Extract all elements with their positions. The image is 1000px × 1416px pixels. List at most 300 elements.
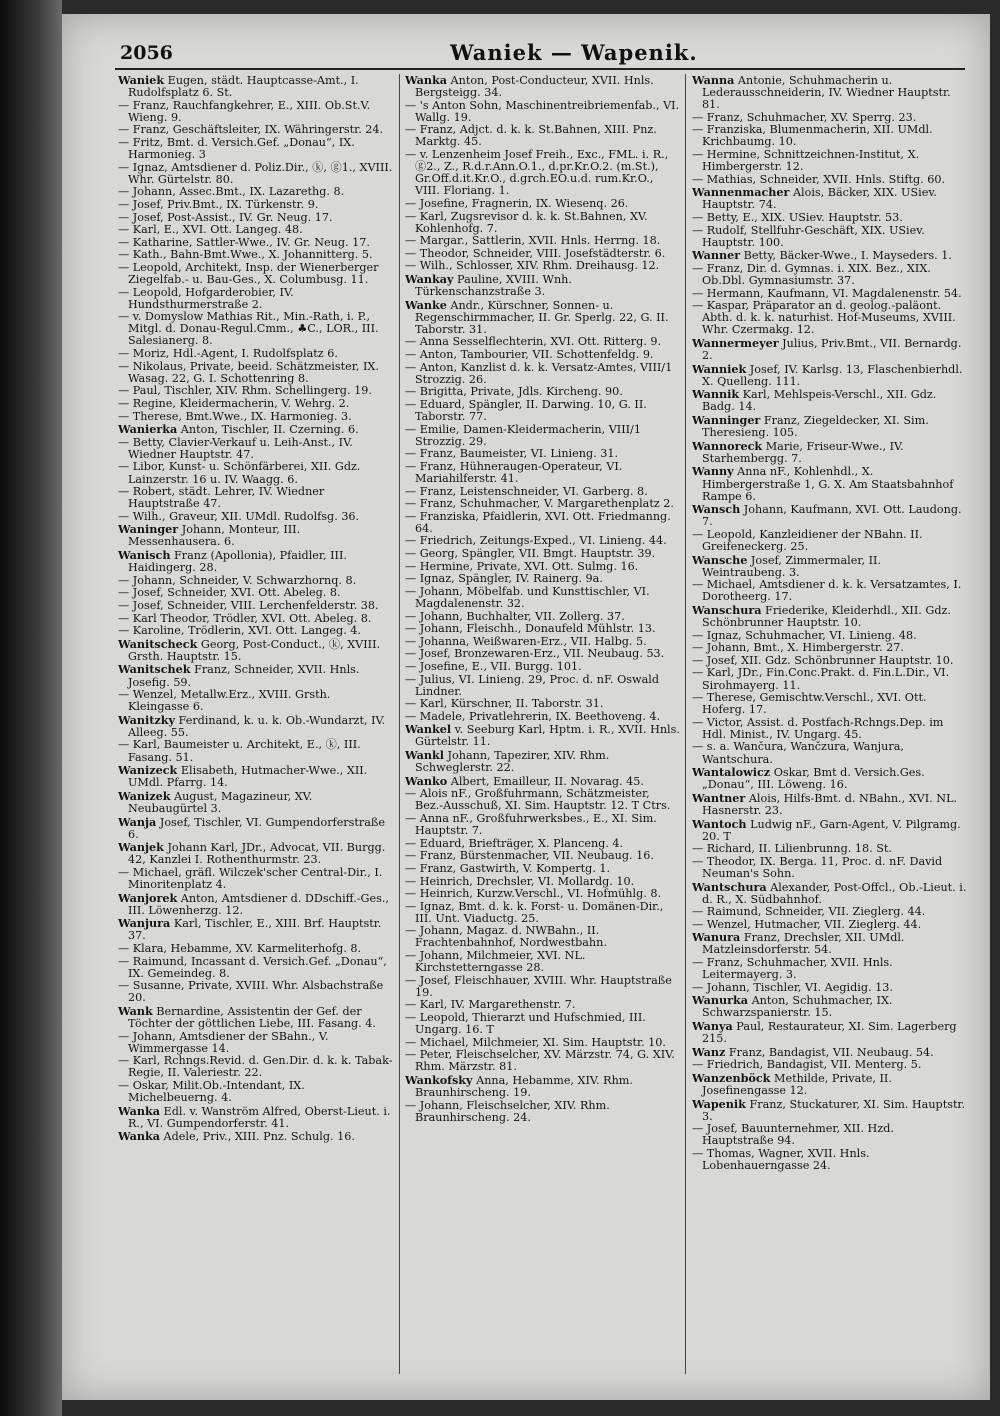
directory-entry	[692, 414, 967, 439]
directory-entry	[405, 901, 680, 925]
entry-details: — Eduard, Spängler, II. Darwing. 10, G. II. Taborstr. 77.	[405, 397, 647, 424]
entry-surname: Waniek	[118, 74, 165, 87]
directory-entry	[118, 137, 393, 161]
entry-surname: Waninger	[118, 522, 179, 537]
entry-details: Anton, Tischler, II. Czerning. 6.	[177, 423, 359, 437]
entry-details: — Hermine, Schnittzeichnen-Institut, X. Himbergerstr. 12.	[692, 148, 920, 174]
directory-entry	[118, 486, 393, 510]
directory-entry	[692, 112, 967, 124]
directory-entry	[405, 548, 680, 560]
entry-details: — Oskar, Milit.Ob.-Intendant, IX. Michelbeuerng. 4.	[118, 1079, 305, 1105]
directory-entry	[405, 248, 680, 260]
entry-details: — Franziska, Pfaidlerin, XVI. Ott. Friedmanng. 64.	[405, 509, 671, 535]
directory-entry	[118, 956, 393, 980]
entry-details: — Leopold, Thierarzt und Hufschmied, III. Ungarg. 16. T	[405, 1011, 646, 1037]
directory-entry	[118, 1055, 393, 1079]
entry-details: — Wilh., Graveur, XII. UMdl. Rudolfsg. 36.	[118, 509, 360, 523]
entry-details: — Franz, Geschäftsleiter, IX. Währingerstr. 24.	[118, 123, 384, 137]
entry-surname: Wanninger	[692, 413, 761, 428]
entry-details: Anton, Post-Conducteur, XVII. Hnls. Bergsteigg. 34.	[415, 74, 654, 100]
directory-entry	[692, 692, 967, 716]
entry-details: — Karl, IV. Margarethenstr. 7.	[405, 998, 576, 1012]
directory-entry	[405, 386, 680, 398]
directory-entry	[118, 237, 393, 249]
entry-details: — Eduard, Briefträger, X. Planceng. 4.	[405, 836, 624, 850]
entry-details: — Johann, Buchhalter, VII. Zollerg. 37.	[405, 609, 625, 623]
entry-details: Friederike, Kleiderhdl., XII. Gdz. Schönbrunner Hauptstr. 10.	[702, 603, 951, 630]
entry-details: — Josefine, E., VII. Burgg. 101.	[405, 659, 582, 673]
page-title: Waniek — Wapenik.	[450, 40, 698, 65]
entry-details: — Susanne, Private, XVIII. Whr. Alsbachstraße 20.	[118, 979, 384, 1005]
directory-entry	[405, 838, 680, 850]
entry-surname: Wannik	[692, 387, 740, 402]
entry-details: — v. Domyslow Mathias Rit., Min.-Rath, i. P., Mitgl. d. Donau-Regul.Cmm., ♣C., LOR., III. Salesianerg. 8.	[118, 310, 379, 348]
directory-entry	[118, 587, 393, 599]
directory-entry	[118, 1105, 393, 1130]
directory-entry	[405, 1100, 680, 1124]
directory-entry	[692, 440, 967, 465]
entry-details: — Hermine, Private, XVI. Ott. Sulmg. 16.	[405, 559, 639, 573]
entry-details: — Anna Sesselflechterin, XVI. Ott. Ritterg. 9.	[405, 335, 662, 349]
entry-details: — Franz, Rauchfangkehrer, E., XIII. Ob.St.V. Wieng. 9.	[118, 98, 371, 124]
entry-details: — Franz, Schuhmacher, V. Margarethenplatz 2.	[405, 497, 674, 511]
entry-details: Ferdinand, k. u. k. Ob.-Wundarzt, IV. Alleeg. 55.	[128, 713, 386, 739]
entry-details: Karl, Tischler, E., XIII. Brf. Hauptstr. 37.	[128, 917, 382, 943]
directory-entry	[118, 199, 393, 211]
directory-entry	[692, 212, 967, 224]
directory-entry	[405, 100, 680, 124]
directory-entry	[118, 124, 393, 136]
entry-details: — Karl, Rchngs.Revid. d. Gen.Dir. d. k. k. Tabak-Regie, II. Valeriestr. 22.	[118, 1054, 393, 1080]
directory-entry	[692, 982, 967, 994]
directory-entry	[692, 994, 967, 1019]
directory-entry	[405, 1037, 680, 1049]
entry-details: Johann, Tapezirer, XIV. Rhm. Schweglerstr. 22.	[415, 749, 610, 775]
entry-details: — Fritz, Bmt. d. Versich.Gef. „Donau“, IX. Harmonieg. 3	[118, 135, 355, 162]
entry-details: — Nikolaus, Private, beeid. Schätzmeister, IX. Wasag. 22, G. I. Schottenring 8.	[118, 359, 379, 385]
directory-entry	[692, 655, 967, 667]
entry-details: — Josef, Priv.Bmt., IX. Türkenstr. 9.	[118, 197, 319, 211]
entry-details: Adele, Priv., XIII. Pnz. Schulg. 16.	[159, 1130, 355, 1144]
directory-entry	[118, 287, 393, 311]
entry-surname: Wanitschek	[118, 662, 191, 677]
entry-details: — Johann, Assec.Bmt., IX. Lazarethg. 8.	[118, 185, 345, 199]
entry-surname: Wankofsky	[405, 1073, 473, 1087]
entry-details: — Johann, Tischler, VI. Aegidig. 13.	[692, 980, 893, 994]
entry-details: — s. a. Wančura, Wančzura, Wanjura, Wantschura.	[692, 740, 904, 766]
directory-entry	[692, 288, 967, 300]
directory-entry	[692, 225, 967, 249]
directory-entry	[118, 249, 393, 261]
entry-details: Georg, Post-Conduct., ⓚ, XVIII. Grsth. Hauptstr. 15.	[128, 637, 381, 663]
entry-details: — Michael, Milchmeier, XI. Sim. Hauptstr. 10.	[405, 1035, 666, 1049]
directory-entry	[405, 661, 680, 673]
entry-surname: Wannenmacher	[692, 185, 790, 200]
entry-details: — Wenzel, Metallw.Erz., XVIII. Grsth. Kleingasse 6.	[118, 688, 331, 714]
directory-entry	[692, 300, 967, 336]
entry-details: — Julius, VI. Linieng. 29, Proc. d. nF. Oswald Lindner.	[405, 672, 659, 698]
entry-details: Oskar, Bmt d. Versich.Ges. „Donau“, III. Löweng. 16.	[702, 766, 925, 792]
entry-details: — Johanna, Weißwaren-Erz., VII. Halbg. 5.	[405, 634, 647, 648]
directory-entry	[692, 792, 967, 817]
directory-entry	[405, 399, 680, 423]
directory-entry	[118, 1005, 393, 1030]
entry-details: Anton, Schuhmacher, IX. Schwarzspanierstr. 15.	[702, 994, 893, 1020]
entry-details: — Therese, Bmt.Wwe., IX. Harmonieg. 3.	[118, 409, 352, 423]
entry-details: — Josef, Bauunternehmer, XII. Hzd. Hauptstraße 94.	[692, 1122, 894, 1148]
directory-entry	[405, 211, 680, 235]
directory-entry	[405, 74, 680, 99]
directory-entry	[405, 511, 680, 535]
directory-entry	[118, 625, 393, 637]
entry-surname: Wansch	[692, 502, 741, 517]
entry-details: Albert, Emailleur, II. Novarag. 45.	[447, 774, 644, 788]
directory-entry	[692, 554, 967, 579]
directory-entry	[692, 1072, 967, 1097]
directory-entry	[405, 273, 680, 298]
entry-surname: Wannermeyer	[692, 335, 779, 350]
entry-details: Bernardine, Assistentin der Gef. der Töchter der göttlichen Liebe, III. Fasang. 4.	[128, 1004, 376, 1031]
entry-details: — Josef, Fleischhauer, XVIII. Whr. Hauptstraße 19.	[405, 973, 672, 999]
entry-details: — Karl, E., XVI. Ott. Langeg. 48.	[118, 223, 303, 237]
entry-details: — Franz, Schuhmacher, XVII. Hnls. Leitermayerg. 3.	[692, 956, 893, 982]
entry-surname: Wanjura	[118, 916, 171, 931]
entry-surname: Wanizek	[118, 788, 171, 803]
entry-surname: Wanitzky	[118, 712, 175, 727]
entry-details: Paul, Restaurateur, XI. Sim. Lagerberg 215.	[702, 1020, 957, 1046]
entry-details: August, Magazineur, XV. Neubaugürtel 3.	[128, 789, 313, 815]
directory-entry	[405, 698, 680, 710]
entry-surname: Wanschura	[692, 602, 762, 617]
directory-entry	[405, 648, 680, 660]
entry-details: Johann, Monteur, III. Messenhausera. 6.	[128, 523, 301, 549]
directory-entry	[405, 813, 680, 837]
entry-surname: Wanke	[405, 297, 447, 312]
directory-entry	[692, 1148, 967, 1172]
entry-details: Julius, Priv.Bmt., VII. Bernardg. 2.	[702, 336, 962, 363]
entry-details: Methilde, Private, II. Josefinengasse 12.	[702, 1071, 892, 1097]
entry-details: — Franz, Hühneraugen-Operateur, VI. Mariahilferstr. 41.	[405, 459, 623, 485]
entry-details: Anton, Amtsdiener d. DDschiff.-Ges., III. Löwenherzg. 12.	[128, 891, 389, 917]
directory-entry	[118, 461, 393, 485]
entry-details: — Klara, Hebamme, XV. Karmeliterhofg. 8.	[118, 941, 362, 955]
directory-entry	[118, 867, 393, 891]
entry-details: — Johann, Milchmeier, XVI. NL. Kirchstetterngasse 28.	[405, 949, 586, 975]
entry-details: — v. Lenzenheim Josef Freih., Exc., FML. i. R., ⓖ2., Z., R.d.r.Ann.O.1., d.pr.Kr.O.2. (m.St.), Gr.Off.d.it.Kr.O., d.grch.EO.u.d. rum.Kr.O., VIII. Floriang. 1.	[405, 148, 669, 198]
entry-details: Franz, Schneider, XVII. Hnls. Josefig. 59.	[128, 663, 360, 689]
directory-entry	[405, 586, 680, 610]
page-header	[120, 40, 960, 70]
entry-details: v. Seeburg Karl, Hptm. i. R., XVII. Hnls. Gürtelstr. 11.	[415, 723, 680, 749]
entry-details: — Josefine, Fragnerin, IX. Wiesenq. 26.	[405, 196, 629, 210]
entry-surname: Wapenik	[692, 1096, 746, 1111]
directory-entry	[405, 260, 680, 272]
directory-entry	[118, 714, 393, 739]
directory-entry	[118, 917, 393, 942]
directory-entry	[692, 263, 967, 287]
directory-entry	[118, 361, 393, 385]
directory-entry	[405, 863, 680, 875]
entry-details: — Johann, Bmt., X. Himbergerstr. 27.	[692, 641, 904, 655]
entry-details: — Margar., Sattlerin, XVII. Hnls. Herrng. 18.	[405, 234, 661, 248]
directory-entry	[118, 311, 393, 347]
directory-entry	[405, 336, 680, 348]
column-3	[692, 74, 967, 1384]
directory-entry	[118, 186, 393, 198]
directory-entry	[405, 1012, 680, 1036]
directory-entry	[118, 613, 393, 625]
entry-details: — Johann, Fleischh., Donaufeld Mühlstr. 13.	[405, 622, 656, 636]
entry-surname: Wankay	[405, 272, 454, 286]
entry-details: — Karl, Kürschner, II. Taborstr. 31.	[405, 697, 604, 711]
directory-entry	[405, 1049, 680, 1073]
column-divider	[685, 74, 686, 1374]
directory-entry	[692, 124, 967, 148]
entry-details: — Hermann, Kaufmann, VI. Magdalenenstr. 54.	[692, 286, 962, 300]
directory-entry	[692, 174, 967, 186]
directory-entry	[405, 636, 680, 648]
directory-entry	[118, 980, 393, 1004]
directory-entry	[118, 423, 393, 436]
directory-entry	[405, 1074, 680, 1099]
entry-details: — Betty, Clavier-Verkauf u. Leih-Anst., IV. Wiedner Hauptstr. 47.	[118, 435, 353, 461]
entry-details: Franz, Bandagist, VII. Neubaug. 54.	[725, 1045, 934, 1059]
entry-details: — Michael, gräfl. Wilczek'scher Central-Dir., I. Minoritenplatz 4.	[118, 865, 383, 891]
directory-entry	[692, 818, 967, 843]
directory-entry	[692, 363, 967, 388]
entry-details: Eugen, städt. Hauptcasse-Amt., I. Rudolfsplatz 6. St.	[128, 74, 359, 100]
entry-details: Alois, Hilfs-Bmt. d. NBahn., XVI. NL. Hasnerstr. 23.	[702, 791, 958, 817]
entry-surname: Wanurka	[692, 993, 749, 1008]
entry-details: — Anna nF., Großfuhrwerksbes., E., XI. Sim. Hauptstr. 7.	[405, 812, 657, 838]
directory-entry	[692, 337, 967, 362]
directory-entry	[118, 1031, 393, 1055]
entry-details: Marie, Friseur-Wwe., IV. Starhembergg. 7.	[702, 439, 904, 465]
directory-entry	[118, 385, 393, 397]
directory-entry	[692, 906, 967, 918]
directory-entry	[405, 461, 680, 485]
entry-details: — Josef, Post-Assist., IV. Gr. Neug. 17.	[118, 210, 333, 224]
directory-entry	[692, 919, 967, 931]
directory-entry	[118, 1130, 393, 1143]
entry-surname: Wanko	[405, 773, 448, 788]
entry-surname: Wanner	[692, 248, 741, 263]
entry-details: — Karl, JDr., Fin.Conc.Prakt. d. Fin.L.Dir., VI. Sirohmayerg. 11.	[692, 666, 950, 692]
entry-details: — Paul, Tischler, XIV. Rhm. Schellingerg. 19.	[118, 384, 372, 398]
directory-entry	[405, 775, 680, 788]
entry-details: Anna nF., Kohlenhdl., X. Himbergerstraße 1, G. X. Am Staatsbahnhof Rampe 6.	[702, 465, 954, 503]
entry-surname: Wanniek	[692, 361, 747, 376]
entry-surname: Wansche	[692, 552, 748, 567]
directory-entry	[692, 630, 967, 642]
directory-entry	[692, 843, 967, 855]
entry-details: — Josef, XII. Gdz. Schönbrunner Hauptstr. 10.	[692, 653, 954, 667]
directory-entry	[692, 74, 967, 111]
entry-surname: Wannoreck	[692, 438, 763, 453]
directory-entry	[692, 1098, 967, 1123]
directory-entry	[405, 788, 680, 812]
directory-entry	[118, 841, 393, 866]
entry-details: — Johann, Amtsdiener der SBahn., V. Wimmergasse 14.	[118, 1029, 329, 1055]
entry-details: Johann Karl, JDr., Advocat, VII. Burgg. 42, Kanzlei I. Rothenthurmstr. 23.	[128, 841, 386, 867]
entry-details: — Heinrich, Kurzw.Verschl., VI. Hofmühlg. 8.	[405, 887, 662, 901]
directory-entry	[405, 623, 680, 635]
entry-details: Pauline, XVIII. Wnh. Türkenschanzstraße 3.	[415, 273, 572, 299]
entry-details: Josef, IV. Karlsg. 13, Flaschenbierhdl. X. Quelleng. 111.	[702, 362, 963, 388]
entry-details: — Raimund, Incassant d. Versich.Gef. „Donau“, IX. Gemeindeg. 8.	[118, 954, 387, 980]
directory-entry	[692, 529, 967, 553]
directory-entry	[405, 876, 680, 888]
directory-entry	[692, 856, 967, 880]
directory-entry	[692, 1046, 967, 1059]
entry-details: — Emilie, Damen-Kleidermacherin, VIII/1 Strozzig. 29.	[405, 422, 641, 448]
entry-surname: Wankl	[405, 748, 444, 763]
column-divider	[399, 74, 400, 1374]
entry-details: — Wilh., Schlosser, XIV. Rhm. Dreihausg. 12.	[405, 259, 660, 273]
entry-details: Franz, Stuckaturer, XI. Sim. Hauptstr. 3.	[702, 1097, 966, 1123]
entry-details: — Kaspar, Präparator an d. geolog.-paläont. Abth. d. k. k. naturhist. Hof-Museums, XVIII. Whr. Czermakg. 12.	[692, 299, 956, 337]
entry-surname: Wanzenböck	[692, 1070, 771, 1085]
entry-surname: Wank	[118, 1003, 153, 1018]
entry-details: — Karl, Zugsrevisor d. k. k. St.Bahnen, XV. Kohlenhofg. 7.	[405, 209, 648, 235]
directory-entry	[118, 892, 393, 917]
entry-details: Betty, Bäcker-Wwe., I. Mayseders. 1.	[740, 249, 952, 263]
directory-entry	[405, 299, 680, 336]
directory-entry	[118, 437, 393, 461]
entry-surname: Wanna	[692, 74, 735, 87]
directory-entry	[118, 411, 393, 423]
directory-entry	[692, 465, 967, 502]
directory-entry	[405, 573, 680, 585]
entry-details: — Josef, Schneider, VIII. Lerchenfelderstr. 38.	[118, 598, 379, 612]
entry-details: — Josef, Bronzewaren-Erz., VII. Neubaug. 53.	[405, 647, 665, 661]
entry-details: — Betty, E., XIX. USiev. Hauptstr. 53.	[692, 211, 903, 225]
entry-details: — Katharine, Sattler-Wwe., IV. Gr. Neug. 17.	[118, 235, 370, 249]
entry-details: — Leopold, Kanzleidiener der NBahn. II. Greifeneckerg. 25.	[692, 527, 923, 553]
directory-entry	[405, 975, 680, 999]
entry-details: — Johann, Fleischselcher, XIV. Rhm. Braunhirscheng. 24.	[405, 1098, 610, 1124]
directory-entry	[118, 764, 393, 789]
header-rule	[115, 68, 965, 70]
directory-entry	[405, 448, 680, 460]
entry-details: — 's Anton Sohn, Maschinentreibriemenfab., VI. Wallg. 19.	[405, 98, 680, 124]
directory-entry	[118, 262, 393, 286]
column-1	[118, 74, 393, 1384]
directory-entry	[118, 511, 393, 523]
entry-details: — Rudolf, Stellfuhr-Geschäft, XIX. USiev. Hauptstr. 100.	[692, 223, 925, 249]
entry-details: — Ignaz, Amtsdiener d. Poliz.Dir., ⓚ, ⓖ1., XVIII. Whr. Gürtelstr. 80.	[118, 160, 393, 186]
directory-entry	[405, 850, 680, 862]
entry-details: — Franz, Schuhmacher, XV. Sperrg. 23.	[692, 110, 917, 124]
entry-details: — Karl, Baumeister u. Architekt, E., ⓚ, III. Fasang. 51.	[118, 738, 361, 764]
directory-entry	[118, 739, 393, 763]
entry-details: — Franz, Dir. d. Gymnas. i. XIX. Bez., XIX. Ob.Dbl. Gymnasiumstr. 37.	[692, 261, 931, 287]
entry-details: — Franz, Bürstenmacher, VII. Neubaug. 16.	[405, 849, 654, 863]
directory-entry	[692, 149, 967, 173]
directory-entry	[405, 561, 680, 573]
directory-entry	[118, 74, 393, 99]
entry-details: — Regine, Kleidermacherin, V. Wehrg. 2.	[118, 396, 350, 410]
entry-surname: Wanz	[692, 1044, 726, 1059]
directory-entry	[692, 388, 967, 413]
entry-details: — Richard, II. Lilienbrunng. 18. St.	[692, 842, 892, 856]
directory-entry	[405, 486, 680, 498]
directory-entry	[692, 741, 967, 765]
directory-entry	[692, 881, 967, 906]
directory-entry	[405, 925, 680, 949]
directory-entry	[405, 950, 680, 974]
directory-entry	[692, 766, 967, 791]
directory-entry	[405, 711, 680, 723]
column-2	[405, 74, 680, 1384]
directory-entry	[405, 749, 680, 774]
directory-entry	[118, 943, 393, 955]
entry-details: Karl, Mehlspeis-Verschl., XII. Gdz. Badg. 14.	[702, 388, 937, 414]
entry-details: — Peter, Fleischselcher, XV. Märzstr. 74, G. XIV. Rhm. Märzstr. 81.	[405, 1048, 675, 1074]
directory-entry	[405, 349, 680, 361]
entry-details: — Ignaz, Spängler, IV. Rainerg. 9a.	[405, 572, 603, 586]
entry-details: Franz, Drechsler, XII. UMdl. Matzleinsdorferstr. 54.	[702, 931, 905, 957]
directory-entry	[118, 600, 393, 612]
entry-details: — Robert, städt. Lehrer, IV. Wiedner Hauptstraße 47.	[118, 485, 325, 511]
entry-surname: Wanjorek	[118, 890, 178, 905]
directory-entry	[405, 235, 680, 247]
directory-entry	[118, 348, 393, 360]
directory-entry	[118, 224, 393, 236]
entry-details: — Anton, Kanzlist d. k. k. Versatz-Amtes, VIII/1 Strozzig. 26.	[405, 360, 673, 386]
directory-entry	[692, 604, 967, 629]
entry-details: — Franz, Adjct. d. k. k. St.Bahnen, XIII. Pnz. Marktg. 45.	[405, 123, 657, 149]
entry-details: Josef, Tischler, VI. Gumpendorferstraße 6.	[128, 815, 386, 841]
entry-surname: Wantschura	[692, 879, 767, 894]
directory-entry	[405, 888, 680, 900]
entry-surname: Wantner	[692, 790, 746, 805]
entry-details: — Michael, Amtsdiener d. k. k. Versatzamtes, I. Dorotheerg. 17.	[692, 578, 962, 604]
entry-surname: Wanny	[692, 464, 734, 479]
entry-surname: Wanya	[692, 1019, 733, 1034]
directory-entry	[405, 674, 680, 698]
directory-entry	[692, 667, 967, 691]
entry-details: — Leopold, Architekt, Insp. der Wienerberger Ziegelfab.- u. Bau-Ges., X. Columbusg. 11.	[118, 260, 379, 286]
directory-entry	[692, 249, 967, 262]
directory-entry	[692, 642, 967, 654]
directory-entry	[405, 999, 680, 1011]
entry-surname: Wantalowicz	[692, 765, 771, 780]
directory-entry	[118, 816, 393, 841]
entry-details: — Wenzel, Hutmacher, VII. Zieglerg. 44.	[692, 917, 922, 931]
directory-entry	[118, 398, 393, 410]
directory-entry	[405, 723, 680, 748]
entry-surname: Wanura	[692, 930, 741, 945]
entry-details: — Raimund, Schneider, VII. Zieglerg. 44.	[692, 905, 926, 919]
entry-details: — Kath., Bahn-Bmt.Wwe., X. Johannitterg. 5.	[118, 248, 373, 262]
entry-details: — Franz, Leistenschneider, VI. Garberg. 8.	[405, 484, 648, 498]
entry-surname: Wanitscheck	[118, 636, 198, 651]
directory-entry	[118, 162, 393, 186]
directory-entry	[692, 1020, 967, 1045]
entry-details: — Karoline, Trödlerin, XVI. Ott. Langeg. 4.	[118, 624, 361, 638]
entry-details: — Anton, Tambourier, VII. Schottenfeldg. 9.	[405, 348, 654, 362]
directory-entry	[118, 1080, 393, 1104]
directory-entry	[118, 523, 393, 548]
entry-details: — Franziska, Blumenmacherin, XII. UMdl. Krichbaumg. 10.	[692, 123, 933, 149]
entry-details: Ludwig nF., Garn-Agent, V. Pilgramg. 20. T	[702, 817, 961, 843]
book-spine-shadow	[0, 0, 62, 1416]
directory-entry	[118, 790, 393, 815]
entry-details: — Heinrich, Drechsler, VI. Mollardg. 10.	[405, 874, 635, 888]
directory-entry	[692, 957, 967, 981]
directory-entry	[692, 579, 967, 603]
